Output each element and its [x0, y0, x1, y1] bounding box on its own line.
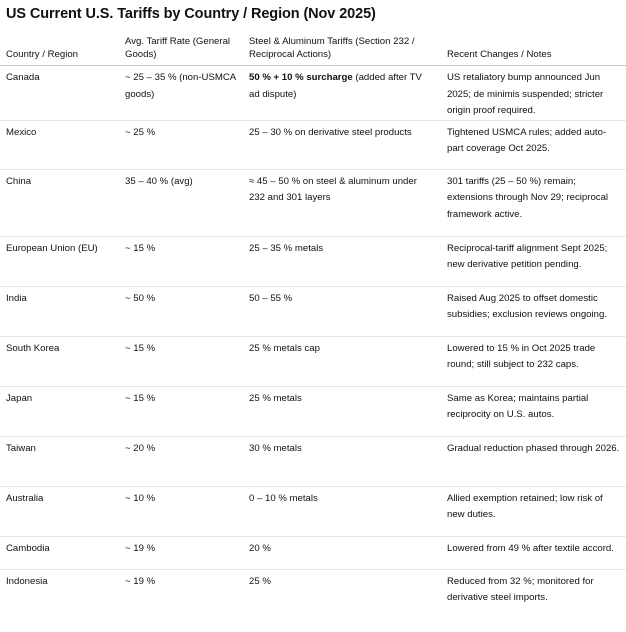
cell-steel: [243, 120, 441, 169]
table-row: [0, 120, 626, 169]
cell-country: South Korea: [0, 336, 119, 386]
table-header-row: [0, 31, 626, 66]
cell-country: Australia: [0, 486, 119, 536]
cell-notes: Tightened USMCA rules; added auto-part coverage Oct 2025.: [441, 120, 626, 169]
cell-country: Japan: [0, 386, 119, 436]
table-row: [0, 536, 626, 569]
header-country: Country / Region: [0, 31, 119, 66]
cell-avg-rate: ~ 15 %: [119, 336, 243, 386]
cell-country: Cambodia: [0, 536, 119, 569]
cell-country: Mexico: [0, 120, 119, 169]
table-row: [0, 169, 626, 236]
steel-text: 25 % metals: [249, 392, 302, 404]
cell-avg-rate: ~ 20 %: [119, 436, 243, 486]
cell-notes: US retaliatory bump announced Jun 2025; de minimis suspended; stricter origin proof required.: [441, 66, 626, 121]
table-row: [0, 286, 626, 336]
steel-text: 25 % metals cap: [249, 342, 320, 354]
cell-steel: [243, 66, 441, 121]
steel-text: 25 %: [249, 575, 271, 587]
cell-avg-rate: ~ 10 %: [119, 486, 243, 536]
cell-avg-rate: ~ 19 %: [119, 536, 243, 569]
table-row: [0, 436, 626, 486]
steel-text: 20 %: [249, 542, 271, 554]
table-row: [0, 486, 626, 536]
cell-steel: [243, 286, 441, 336]
steel-text: 25 – 35 % metals: [249, 242, 324, 254]
cell-notes: Lowered from 49 % after textile accord.: [441, 536, 626, 569]
cell-steel: [243, 169, 441, 236]
cell-notes: Allied exemption retained; low risk of new duties.: [441, 486, 626, 536]
table-row: [0, 66, 626, 121]
cell-steel: [243, 336, 441, 386]
table-row: [0, 336, 626, 386]
table-row: [0, 236, 626, 286]
steel-text: ≈ 45 – 50 % on steel & aluminum under 232 and 301 layers: [249, 175, 417, 203]
header-steel: Steel & Aluminum Tariffs (Section 232 / Reciprocal Actions): [243, 31, 441, 66]
header-notes: Recent Changes / Notes: [441, 31, 626, 66]
cell-steel: [243, 569, 441, 614]
cell-country: China: [0, 169, 119, 236]
cell-notes: Raised Aug 2025 to offset domestic subsidies; exclusion reviews ongoing.: [441, 286, 626, 336]
header-avg-rate: Avg. Tariff Rate (General Goods): [119, 31, 243, 66]
steel-text: 50 – 55 %: [249, 292, 293, 304]
cell-country: Indonesia: [6, 575, 48, 587]
steel-text: 30 % metals: [249, 442, 302, 454]
steel-text: (added after TV ad dispute): [249, 72, 422, 100]
table-row: [0, 386, 626, 436]
cell-notes: Reduced from 32 %; monitored for derivative steel imports.: [447, 575, 594, 603]
steel-text: 25 – 30 % on derivative steel products: [249, 126, 412, 138]
tariff-table: [0, 31, 626, 614]
cell-steel: [243, 236, 441, 286]
cell-avg-rate: ~ 15 %: [119, 386, 243, 436]
cell-notes: Lowered to 15 % in Oct 2025 trade round; still subject to 232 caps.: [441, 336, 626, 386]
cell-steel: [243, 436, 441, 486]
cell-notes: Gradual reduction phased through 2026.: [441, 436, 626, 486]
cell-country: Canada: [0, 66, 119, 121]
cell-notes: 301 tariffs (25 – 50 %) remain; extensions through Nov 29; reciprocal framework active.: [441, 169, 626, 236]
page-title: US Current U.S. Tariffs by Country / Region (Nov 2025): [6, 6, 376, 22]
steel-highlight: 50 % + 10 % surcharge: [249, 72, 353, 83]
steel-text: 0 – 10 % metals: [249, 492, 318, 504]
cell-avg-rate: ~ 15 %: [119, 236, 243, 286]
cell-country: India: [0, 286, 119, 336]
cell-avg-rate: ~ 25 %: [119, 120, 243, 169]
cell-avg-rate: 35 – 40 % (avg): [119, 169, 243, 236]
cell-steel: [243, 536, 441, 569]
cell-steel: [243, 486, 441, 536]
cell-country: Taiwan: [0, 436, 119, 486]
cell-avg-rate: ~ 50 %: [119, 286, 243, 336]
table-row: [0, 569, 626, 614]
cell-country: European Union (EU): [0, 236, 119, 286]
cell-avg-rate: ~ 19 %: [125, 575, 156, 587]
cell-avg-rate: ~ 25 – 35 % (non-USMCA goods): [119, 66, 243, 121]
cell-notes: Same as Korea; maintains partial reciprocity on U.S. autos.: [441, 386, 626, 436]
cell-steel: [243, 386, 441, 436]
cell-notes: Reciprocal-tariff alignment Sept 2025; new derivative petition pending.: [441, 236, 626, 286]
